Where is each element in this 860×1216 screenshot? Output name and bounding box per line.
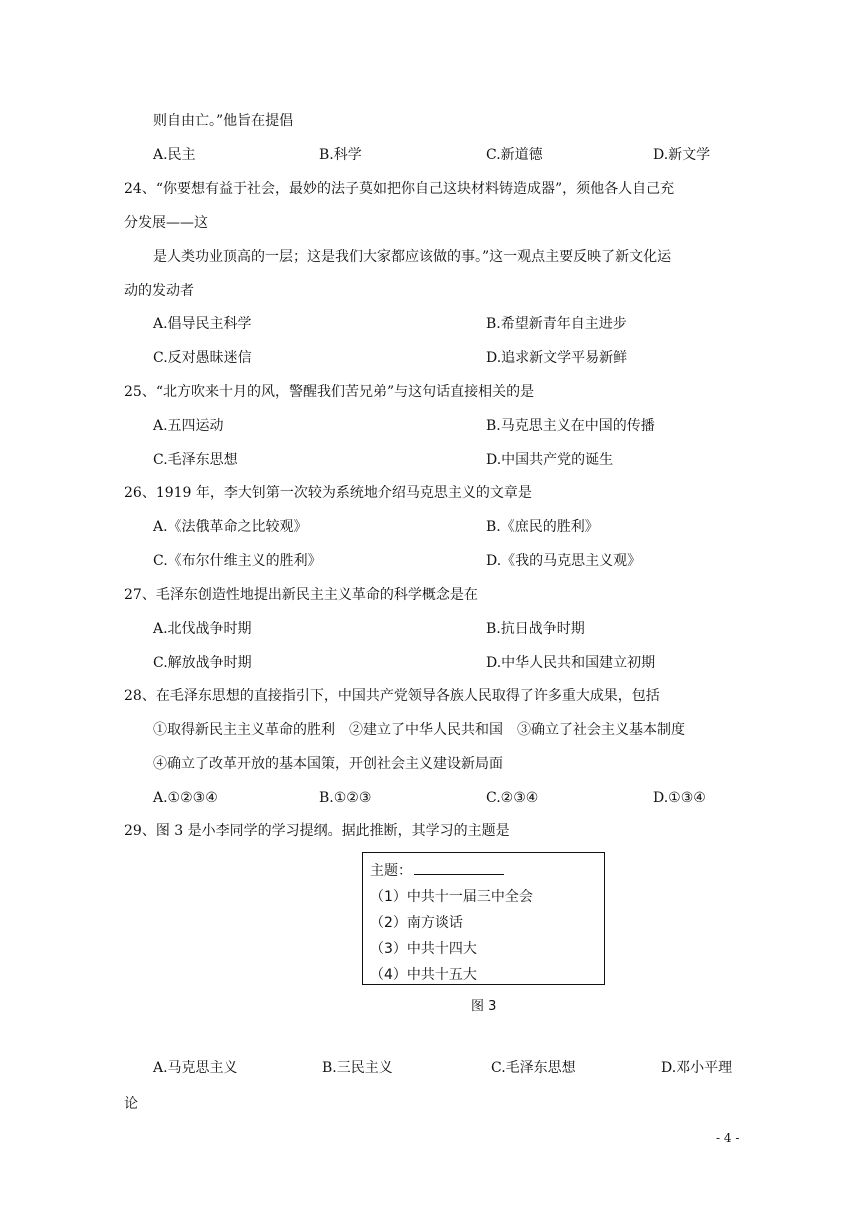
q25-option-c: C.毛泽东思想 (153, 452, 238, 468)
q27-option-a: A.北伐战争时期 (153, 621, 252, 637)
q25-option-b: B.马克思主义在中国的传播 (486, 418, 655, 434)
q24-stem-line1: 24、“你要想有益于社会，最妙的法子莫如把你自己这块材料铸造成器”，须他各人自己充 (124, 181, 675, 197)
q26-option-a: A.《法俄革命之比较观》 (153, 519, 308, 535)
q27-option-c: C.解放战争时期 (153, 655, 252, 671)
figure-caption: 图 3 (471, 999, 497, 1014)
figure-row-4: （4）中共十五大 (370, 967, 477, 983)
q29-option-c: C.毛泽东思想 (491, 1060, 576, 1076)
q23-option-d: D.新文学 (653, 147, 711, 163)
figure-row-3: （3）中共十四大 (370, 941, 477, 957)
q24-option-c: C.反对愚昧迷信 (153, 350, 252, 366)
q27-option-b: B.抗日战争时期 (486, 621, 585, 637)
figure-title-label: 主题： (370, 863, 412, 879)
figure-row-1: （1）中共十一届三中全会 (370, 889, 533, 905)
study-outline-figure (362, 852, 605, 985)
q24-stem-line2: 分发展——这 (124, 215, 208, 231)
q23-option-a: A.民主 (153, 147, 196, 163)
q29-option-b: B.三民主义 (322, 1060, 393, 1076)
q24-option-d: D.追求新文学平易新鲜 (486, 350, 628, 366)
q26-option-b: B.《庶民的胜利》 (486, 519, 599, 535)
q28-option-a: A.①②③④ (153, 790, 218, 806)
q23-option-c: C.新道德 (486, 147, 543, 163)
q24-option-a: A.倡导民主科学 (153, 316, 252, 332)
q24-stem-line4: 动的发动者 (124, 283, 194, 299)
q23-tail: 则自由亡。”他旨在提倡 (153, 113, 294, 129)
q25-stem: 25、“北方吹来十月的风，警醒我们苦兄弟”与这句话直接相关的是 (124, 384, 535, 400)
q27-stem: 27、毛泽东创造性地提出新民主主义革命的科学概念是在 (124, 587, 478, 603)
q28-option-b: B.①②③ (319, 790, 372, 806)
q28-stem: 28、在毛泽东思想的直接指引下，中国共产党领导各族人民取得了许多重大成果，包括 (124, 688, 660, 704)
q25-option-a: A.五四运动 (153, 418, 224, 434)
q23-option-b: B.科学 (319, 147, 362, 163)
figure-title-blank (414, 860, 504, 875)
q29-option-a: A.马克思主义 (153, 1060, 238, 1076)
q28-option-d: D.①③④ (653, 790, 706, 806)
q28-option-c: C.②③④ (486, 790, 539, 806)
page-number: - 4 - (716, 1131, 740, 1145)
q26-option-c: C.《布尔什维主义的胜利》 (153, 553, 322, 569)
q24-option-b: B.希望新青年自主进步 (486, 316, 627, 332)
figure-title-row (370, 860, 504, 881)
q29-option-d: D.邓小平理 (661, 1060, 733, 1076)
q25-option-d: D.中国共产党的诞生 (486, 452, 614, 468)
q24-stem-line3: 是人类功业顶高的一层；这是我们大家都应该做的事。”这一观点主要反映了新文化运 (153, 249, 672, 265)
figure-row-2: （2）南方谈话 (370, 915, 463, 931)
q26-option-d: D.《我的马克思主义观》 (486, 553, 642, 569)
q28-items-line1: ①取得新民主主义革命的胜利 ②建立了中华人民共和国 ③确立了社会主义基本制度 (153, 722, 685, 738)
q29-stem: 29、图 3 是小李同学的学习提纲。据此推断，其学习的主题是 (124, 823, 510, 839)
q26-stem: 26、1919 年，李大钊第一次较为系统地介绍马克思主义的文章是 (124, 485, 532, 501)
q27-option-d: D.中华人民共和国建立初期 (486, 655, 656, 671)
q29-option-d-wrap: 论 (124, 1096, 138, 1112)
q28-items-line2: ④确立了改革开放的基本国策，开创社会主义建设新局面 (153, 756, 503, 772)
